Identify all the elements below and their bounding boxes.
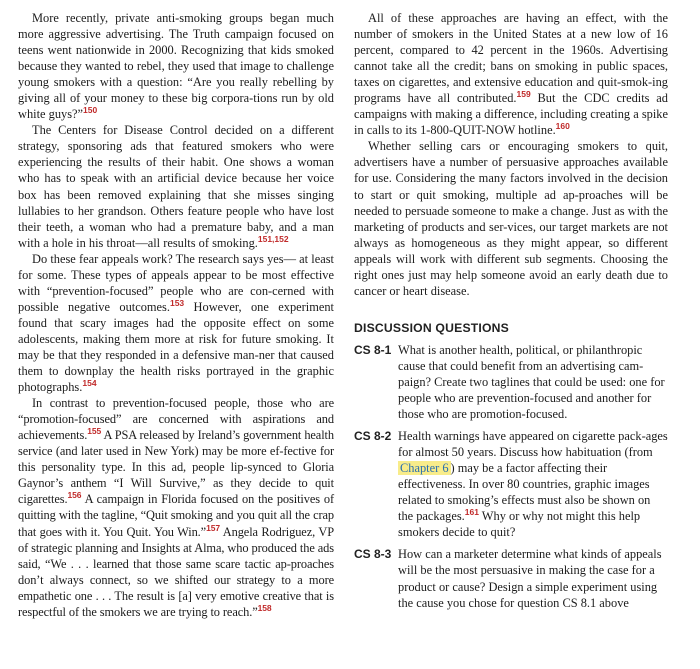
question-text-part: Why or why not might this help smokers decide to quit? <box>398 509 641 540</box>
footnote-ref[interactable]: 156 <box>67 490 82 501</box>
footnote-ref[interactable]: 157 <box>206 522 220 533</box>
footnote-ref[interactable]: 161 <box>464 507 479 518</box>
footnote-ref[interactable]: 158 <box>257 602 272 613</box>
left-column <box>18 10 334 620</box>
discussion-questions-heading: DISCUSSION QUESTIONS <box>354 320 510 335</box>
question-cs-8-3 <box>354 546 668 610</box>
paragraph-text: A campaign in Florida focused on the positives of quitting with the tagline, “Quit smoking and you quit all the crap that goes with it. You Quit. You Win.” <box>18 492 334 539</box>
question-text: How can a marketer determine what kinds of appeals will be the most persuasive in making the case for a product or cause? Design a simple experiment using the cause you chose for question CS 8.1 above <box>398 547 662 610</box>
question-text-part: ) may be a factor affecting their effectiveness. In over 80 countries, graphic images related to smoking’s effects must also be shown on the packages. <box>398 461 651 524</box>
paragraph-text: However, one experiment found that scary images had the opposite effect on some adolescents, making them more at risk for future smoking. It may be that they responded in a defensive man-ner that caused them to downplay the health risks portrayed in the graphic photographs. <box>18 299 334 395</box>
footnote-ref[interactable]: 151,152 <box>257 233 289 244</box>
paragraph-text: More recently, private anti-smoking groups began much more aggressive advertising. The Truth campaign focused on teens went nationwide in 2000. Recognizing that kids smoked because they wanted to rebel, they used that image to challenge young smokers with a question: “Are you really rebelling by giving all of your money to these big corpora-tions run by old white guys?” <box>18 11 334 122</box>
paragraph-text: But the CDC credits ad campaigns with making a difference, including creating a spike in calls to its 1-800-QUIT-NOW hotline. <box>354 91 668 138</box>
question-cs-8-2 <box>354 428 668 540</box>
paragraph-text: Do these fear appeals work? The research says yes— at least for some. These types of appeals appear to be most effective with “prevention-focused” people who are con-cerned with possible negative outcomes. <box>18 251 334 314</box>
right-column <box>354 10 668 617</box>
chapter-6-link[interactable]: Chapter 6 <box>400 461 449 476</box>
footnote-ref[interactable]: 154 <box>82 377 97 388</box>
paragraph-text: In contrast to prevention-focused people, those who are “promotion-focused” are concerned with aspirations and achievements. <box>18 396 334 443</box>
paragraph-approaches-effect <box>354 10 668 138</box>
paragraph-persuasive-approaches <box>354 138 668 298</box>
footnote-ref[interactable]: 150 <box>83 105 98 116</box>
paragraph-cdc-strategy <box>18 122 334 250</box>
footnote-ref[interactable]: 153 <box>169 297 185 308</box>
question-text <box>398 428 668 540</box>
question-label: CS 8-2 <box>354 429 392 444</box>
paragraph-fear-appeals <box>18 251 334 395</box>
question-label: CS 8-1 <box>354 342 392 357</box>
paragraph-text: A PSA released by Ireland’s government health service (and later used in New York) may be more ef-fective for this personality type. In this ad, people lip-synced to Gloria Gaynor’s anthem “I Will Survive,” as they decide to quit cigarettes. <box>18 428 334 507</box>
question-label: CS 8-3 <box>354 547 392 562</box>
footnote-ref[interactable]: 159 <box>516 89 531 100</box>
paragraph-text: Whether selling cars or encouraging smokers to quit, advertisers have a number of persuasive approaches available for use. Considering the many factors involved in the decision to start or quit smoking, multiple ad ap-proaches will be needed to persuade someone to make a change. Just as with the marketing of products and ser-vices, our target markets are not always as homogeneous as they might appear, so different appeals will work with different sub segments. Choosing the right ones just may help someone avoid an early death due to cancer or heart disease. <box>354 139 668 298</box>
paragraph-text: Angela Rodriguez, VP of strategic planning and Insights at Alma, who produced the ads said, “We . . . learned that those same scare tactic ap-proaches don’t always connect, so we shifted our strategy to a more empathetic one . . . The result is [a] very emotive creative that is respectful of the smokers we are trying to reach.” <box>18 524 334 619</box>
paragraph-truth-campaign <box>18 10 334 122</box>
footnote-ref[interactable]: 155 <box>87 426 102 437</box>
question-cs-8-1 <box>354 342 668 422</box>
question-text-part: Health warnings have appeared on cigarette pack-ages for almost 50 years. Discuss how habituation (from <box>398 429 668 460</box>
paragraph-text: All of these approaches are having an effect, with the number of smokers in the United States at a new low of 16 percent, compared to 42 percent in the 1960s. Advertising cannot take all the credit; bans on smoking in public spaces, taxes on cigarettes, and extensive education and quit-smok-ing programs have all contributed. <box>354 11 668 106</box>
footnote-ref[interactable]: 160 <box>555 121 570 132</box>
question-text: What is another health, political, or philanthropic cause that could benefit from an advertising cam-paign? Create two taglines that could be used: one for people who are prevention-focused and another for those who are promotion-focused. <box>398 342 665 422</box>
paragraph-promotion-focused <box>18 395 334 620</box>
paragraph-text: The Centers for Disease Control decided on a different strategy, sponsoring ads that featured smokers who were experiencing the results of their habit. One shows a woman who has to speak with an artificial device because her voice box has been removed explaining that she misses singing lullabies to her grandson. Others feature people who have lost their teeth, a woman who had a premature baby, and a man with a hole in his throat—all results of smoking. <box>18 123 334 250</box>
